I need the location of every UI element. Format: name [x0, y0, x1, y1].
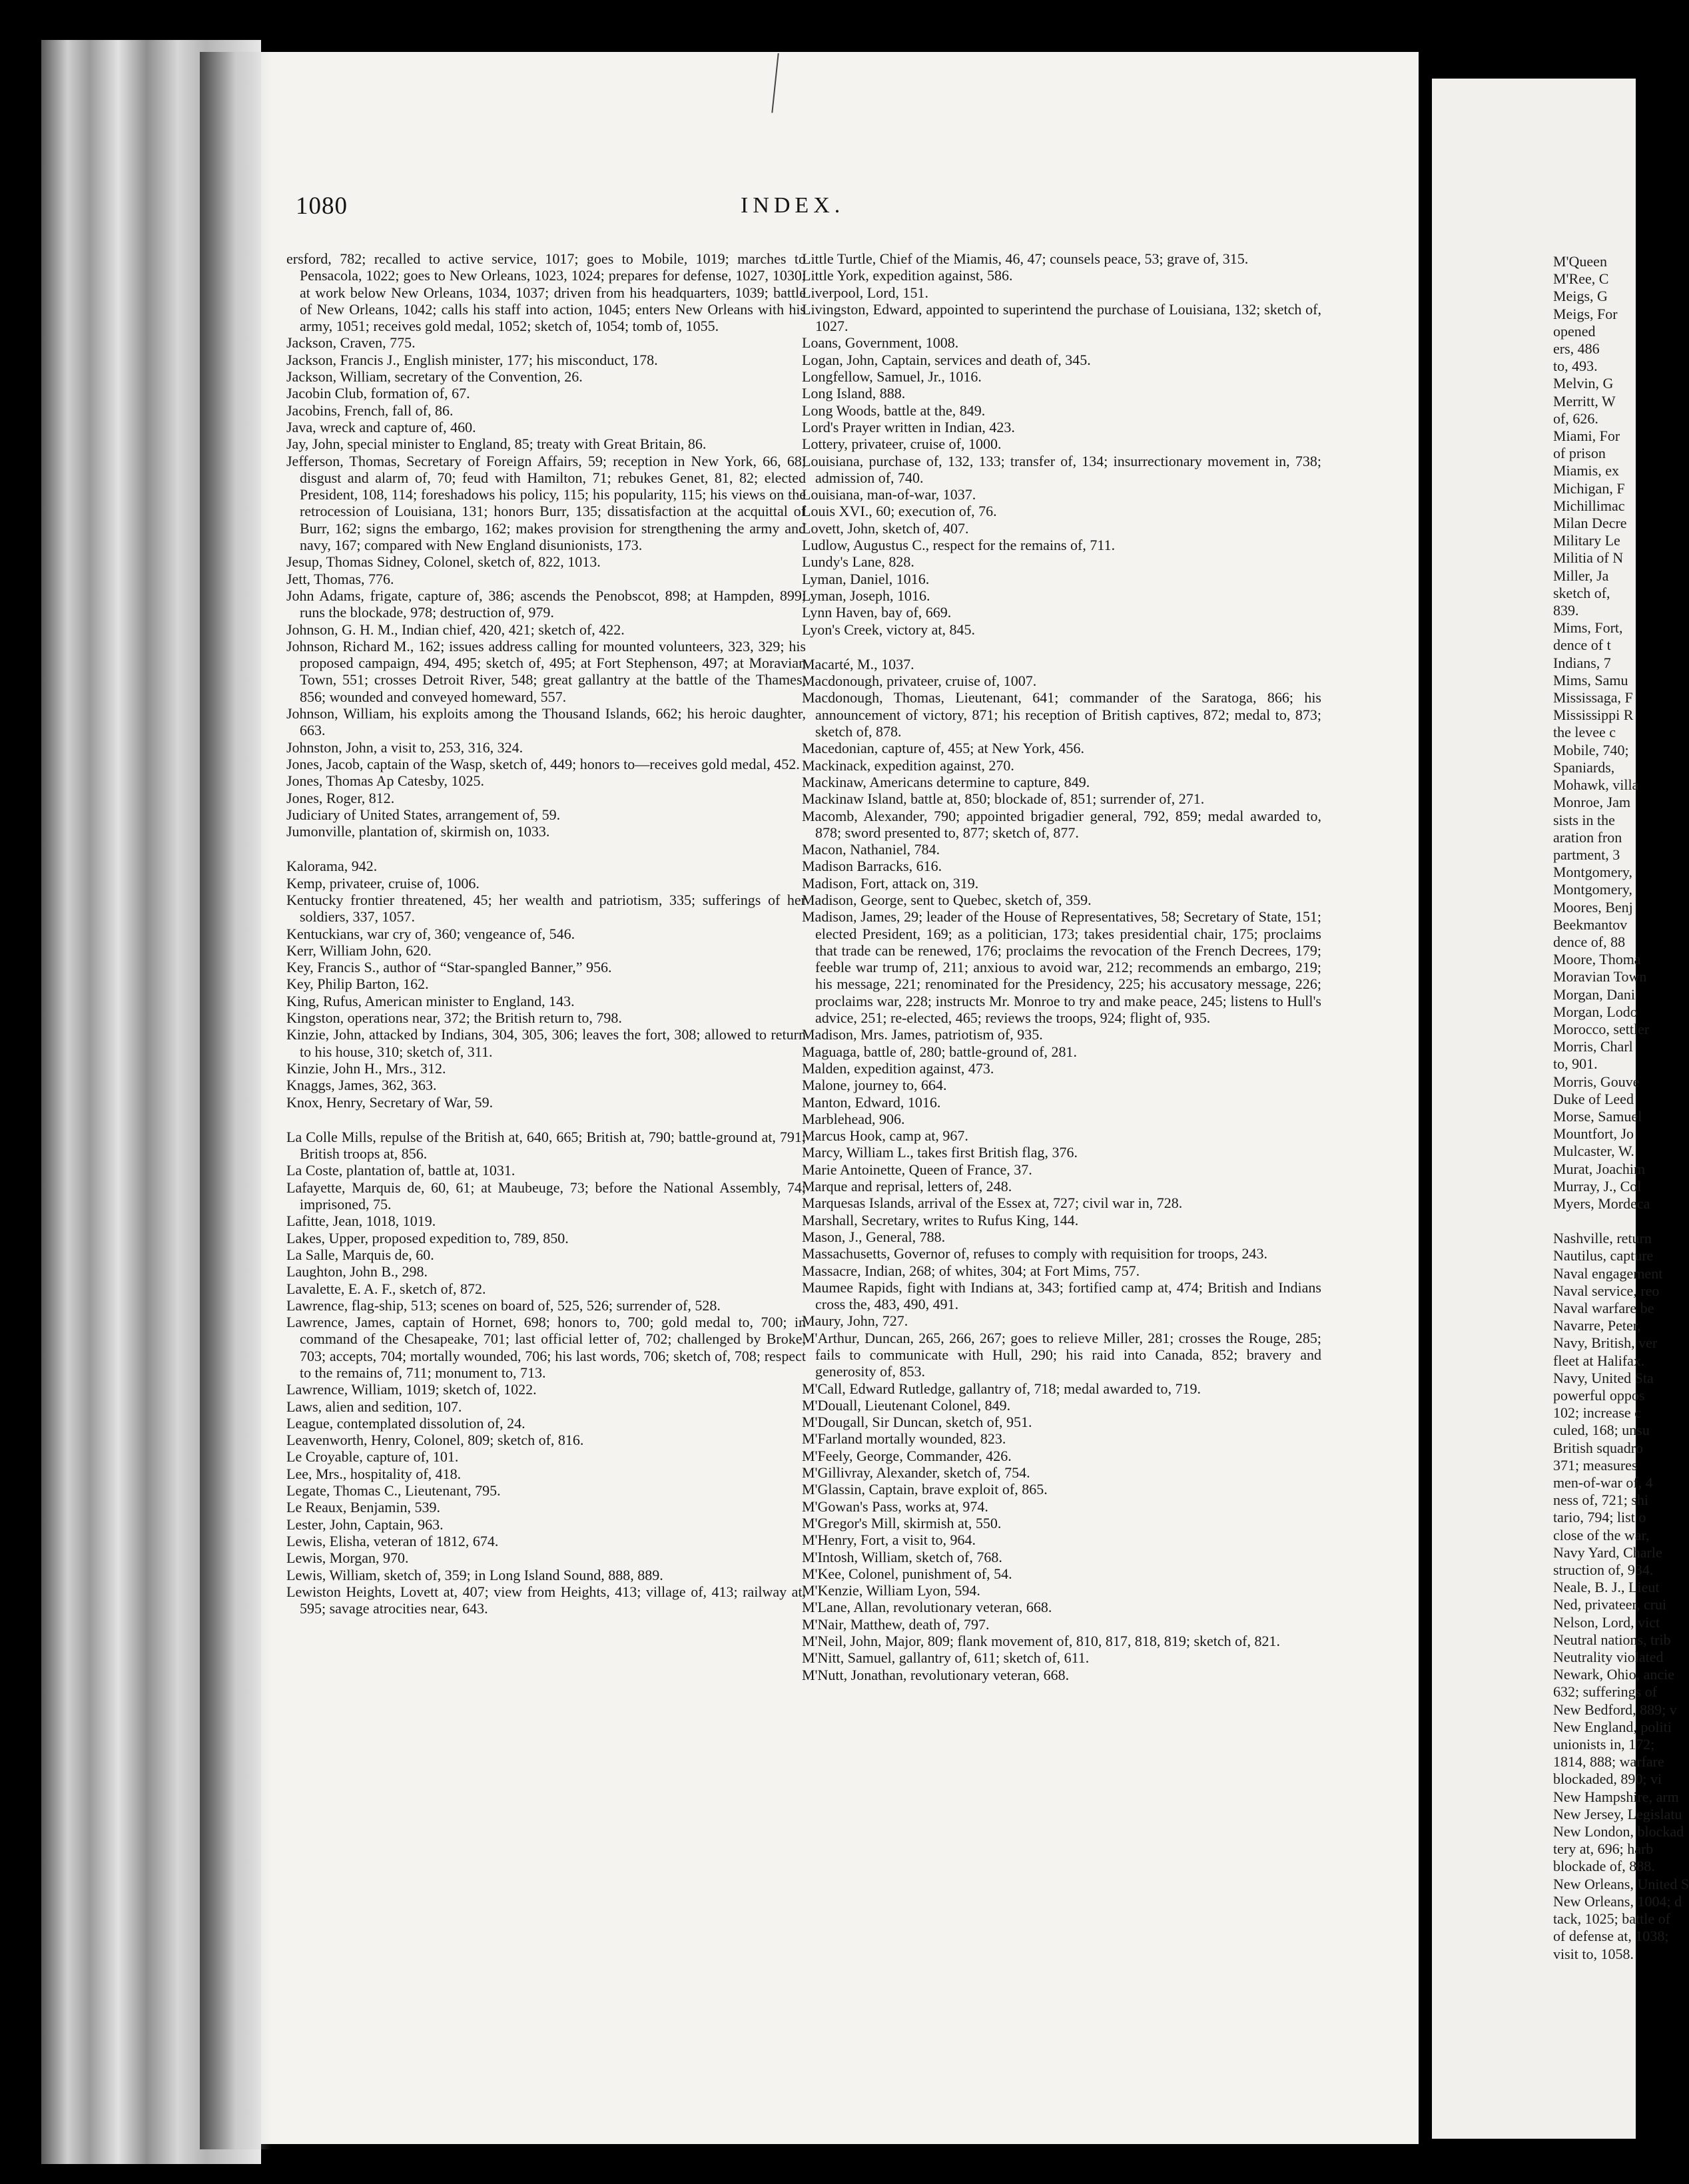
index-entry: Maguaga, battle of, 280; battle-ground of, 281.	[802, 1043, 1078, 1060]
index-entry: Lester, John, Captain, 963.	[286, 1515, 444, 1533]
index-entry: Mackinaw, Americans determine to capture, 849.	[802, 773, 1090, 790]
facing-page-line: Moore, Thoma	[1553, 951, 1641, 968]
index-entry: Lyman, Daniel, 1016.	[802, 570, 930, 587]
facing-page-line: 1814, 888; warfare	[1553, 1753, 1664, 1771]
index-entry: Jett, Thomas, 776.	[286, 570, 394, 587]
index-entry: Louisiana, man-of-war, 1037.	[802, 486, 976, 503]
index-entry: Lawrence, William, 1019; sketch of, 1022.	[286, 1381, 537, 1398]
facing-page-line: Mountfort, Jo	[1553, 1125, 1634, 1143]
index-entry: Lee, Mrs., hospitality of, 418.	[286, 1465, 462, 1482]
facing-page-line: Merritt, W	[1553, 392, 1616, 410]
facing-page-line: sists in the	[1553, 811, 1615, 828]
facing-page-line: New Bedford, 889; v	[1553, 1701, 1677, 1718]
facing-page-line: sketch of,	[1553, 584, 1610, 601]
facing-page-line: Indians, 7	[1553, 654, 1611, 671]
index-entry: M'Gowan's Pass, works at, 974.	[802, 1498, 988, 1515]
index-entry: John Adams, frigate, capture of, 386; ascends the Penobscot, 898; at Hampden, 899; runs the blockade, 978; destruction of, 979.	[286, 587, 806, 621]
index-entry: M'Dougall, Sir Duncan, sketch of, 951.	[802, 1414, 1032, 1431]
index-entry: Kemp, privateer, cruise of, 1006.	[286, 874, 480, 892]
facing-page-line: Montgomery,	[1553, 864, 1632, 881]
index-entry: M'Lane, Allan, revolutionary veteran, 668.	[802, 1599, 1052, 1616]
facing-page-line: Mobile, 740;	[1553, 741, 1629, 758]
index-entry: M'Kee, Colonel, punishment of, 54.	[802, 1565, 1012, 1582]
index-entry: Legate, Thomas C., Lieutenant, 795.	[286, 1482, 501, 1500]
index-entry: M'Nitt, Samuel, gallantry of, 611; sketch of, 611.	[802, 1649, 1090, 1667]
facing-page-line: unionists in, 172;	[1553, 1736, 1655, 1753]
facing-page-line: tack, 1025; battle of	[1553, 1910, 1670, 1928]
facing-page-line: close of the war,	[1553, 1526, 1650, 1543]
index-entry: M'Arthur, Duncan, 265, 266, 267; goes to relieve Miller, 281; crosses the Rouge, 285; fails to communicate with Hull, 290; his raid into Canada, 852; bravery and generosity of, 853.	[802, 1329, 1321, 1380]
index-entry: Knox, Henry, Secretary of War, 59.	[286, 1093, 494, 1111]
index-entry: Kentuckians, war cry of, 360; vengeance of, 546.	[286, 925, 575, 942]
index-entry: Johnson, Richard M., 162; issues address calling for mounted volunteers, 323, 329; his proposed campaign, 494, 495; sketch of, 495; at Fort Stephenson, 497; at Moravian Town, 551; crosses Detroit River, 548; great gallantry at the battle of the Thames, 856; wounded and conveyed homeward, 557.	[286, 637, 806, 705]
index-entry: Little York, expedition against, 586.	[802, 267, 1013, 284]
index-entry: Laws, alien and sedition, 107.	[286, 1398, 462, 1415]
index-entry: M'Call, Edward Rutledge, gallantry of, 718; medal awarded to, 719.	[802, 1380, 1201, 1397]
facing-page-line: tery at, 696; harb	[1553, 1840, 1654, 1858]
facing-page-line: New Jersey, Legislatu	[1553, 1805, 1682, 1822]
index-entry: M'Gillivray, Alexander, sketch of, 754.	[802, 1464, 1030, 1482]
facing-page-line: Navarre, Peter,	[1553, 1317, 1641, 1334]
index-entry: Jackson, William, secretary of the Convention, 26.	[286, 368, 583, 386]
index-entry: Jay, John, special minister to England, 85; treaty with Great Britain, 86.	[286, 435, 707, 453]
index-entry: M'Farland mortally wounded, 823.	[802, 1430, 1006, 1448]
index-entry: M'Feely, George, Commander, 426.	[802, 1447, 1012, 1464]
index-entry: Marcy, William L., takes first British flag, 376.	[802, 1144, 1078, 1161]
index-entry: Madison, Mrs. James, patriotism of, 935.	[802, 1026, 1043, 1043]
facing-page-line: Military Le	[1553, 532, 1620, 549]
facing-page-line: M'Ree, C	[1553, 270, 1609, 288]
index-entry: Little Turtle, Chief of the Miamis, 46, 47; counsels peace, 53; grave of, 315.	[802, 250, 1249, 267]
index-entry: Lundy's Lane, 828.	[802, 553, 914, 571]
index-entry: Key, Philip Barton, 162.	[286, 975, 429, 993]
index-column-left	[286, 250, 806, 1617]
index-entry: Macomb, Alexander, 790; appointed brigadier general, 792, 859; medal awarded to, 878; sword presented to, 877; sketch of, 877.	[802, 807, 1321, 841]
index-entry: Macdonough, Thomas, Lieutenant, 641; commander of the Saratoga, 866; his announcement of victory, 871; his reception of British captives, 872; medal to, 873; sketch of, 878.	[802, 689, 1321, 740]
facing-page-entries	[1553, 253, 1689, 1963]
index-entry: Ludlow, Augustus C., respect for the remains of, 711.	[802, 537, 1116, 554]
gutter-shadow	[200, 52, 272, 2149]
index-entry: Lawrence, James, captain of Hornet, 698; honors to, 700; gold medal to, 700; in command of the Chesapeake, 701; last official letter of, 702; challenged by Broke, 703; accepts, 704; mortally wounded, 706; his last words, 706; sketch of, 708; respect to the remains of, 711; monument to, 713.	[286, 1314, 806, 1381]
facing-page-line: Murat, Joachim	[1553, 1160, 1646, 1177]
index-entry: Johnston, John, a visit to, 253, 316, 324.	[286, 738, 523, 756]
facing-page-line: ness of, 721; shi	[1553, 1492, 1648, 1509]
index-entry: Malone, journey to, 664.	[802, 1077, 947, 1094]
facing-page-line: Mulcaster, W.	[1553, 1143, 1634, 1160]
facing-page-line: M'Queen	[1553, 253, 1607, 270]
facing-page-line: culed, 168; unsu	[1553, 1422, 1650, 1439]
index-entry: Lavalette, E. A. F., sketch of, 872.	[286, 1280, 486, 1297]
index-entry: Marshall, Secretary, writes to Rufus King, 144.	[802, 1211, 1079, 1228]
index-entry: Jumonville, plantation of, skirmish on, 1033.	[286, 823, 550, 840]
facing-page-line: of prison	[1553, 445, 1606, 462]
facing-page-line: 839.	[1553, 602, 1579, 619]
index-entry: Marque and reprisal, letters of, 248.	[802, 1178, 1012, 1195]
index-entry: Johnson, William, his exploits among the Thousand Islands, 662; his heroic daughter, 663.	[286, 705, 806, 739]
facing-page-line: New Hampshire, arm	[1553, 1788, 1679, 1805]
index-entry: Jackson, Craven, 775.	[286, 334, 416, 352]
facing-page-line: Morocco, settler	[1553, 1020, 1650, 1037]
index-entry: M'Douall, Lieutenant Colonel, 849.	[802, 1396, 1011, 1414]
index-entry: Lawrence, flag-ship, 513; scenes on board of, 525, 526; surrender of, 528.	[286, 1296, 721, 1314]
facing-page-line: Newark, Ohio, ancie	[1553, 1666, 1675, 1683]
index-entry: Key, Francis S., author of “Star-spangled Banner,” 956.	[286, 959, 612, 976]
facing-page-line: of, 626.	[1553, 410, 1598, 427]
facing-page-line: Melvin, G	[1553, 375, 1614, 392]
facing-page-line: Moravian Town	[1553, 968, 1647, 985]
facing-page-line: 371; measures	[1553, 1456, 1638, 1474]
facing-page-line: 102; increase c	[1553, 1404, 1641, 1422]
index-entry: Marquesas Islands, arrival of the Essex at, 727; civil war in, 728.	[802, 1195, 1183, 1212]
facing-page-line: blockaded, 890; vi	[1553, 1771, 1662, 1788]
facing-page-line: British squadro	[1553, 1439, 1644, 1456]
index-entry: Lyman, Joseph, 1016.	[802, 587, 930, 604]
index-entry: Marblehead, 906.	[802, 1110, 905, 1127]
index-entry: La Colle Mills, repulse of the British at, 640, 665; British at, 790; battle-ground at, 791; British troops at, 856.	[286, 1128, 806, 1163]
index-entry: Massacre, Indian, 268; of whites, 304; at Fort Mims, 757.	[802, 1262, 1140, 1279]
facing-page-line: New London, blockad	[1553, 1823, 1684, 1840]
facing-page-line: Ned, privateer, crui	[1553, 1596, 1667, 1613]
index-entry: Laughton, John B., 298.	[286, 1263, 428, 1280]
facing-page-line: to, 901.	[1553, 1055, 1598, 1073]
index-entry: Loans, Government, 1008.	[802, 334, 959, 352]
running-head: INDEX.	[741, 193, 845, 218]
index-entry: M'Henry, Fort, a visit to, 964.	[802, 1531, 976, 1549]
index-entry: Kerr, William John, 620.	[286, 942, 432, 959]
facing-page-line: Myers, Mordeca	[1553, 1195, 1650, 1212]
facing-page-line: Morgan, Dani	[1553, 985, 1636, 1003]
facing-page-line: Nashville, return	[1553, 1230, 1652, 1247]
index-entry: Mason, J., General, 788.	[802, 1228, 946, 1245]
facing-page-line: New England, politi	[1553, 1718, 1672, 1735]
index-entry: Long Woods, battle at the, 849.	[802, 402, 986, 419]
facing-page-line: Miamis, ex	[1553, 462, 1619, 479]
index-entry: Le Croyable, capture of, 101.	[286, 1448, 459, 1466]
index-entry: Jesup, Thomas Sidney, Colonel, sketch of, 822, 1013.	[286, 553, 601, 571]
facing-page-line: New Orleans, 1004; d	[1553, 1892, 1682, 1910]
facing-page-line: Mims, Samu	[1553, 671, 1628, 688]
facing-page-line: Nautilus, capture	[1553, 1247, 1654, 1264]
index-entry: Lyon's Creek, victory at, 845.	[802, 621, 975, 638]
facing-page-line: Navy, United Sta	[1553, 1369, 1654, 1386]
facing-page-line: of defense at, 1038;	[1553, 1928, 1669, 1945]
facing-page-line: dence of, 88	[1553, 933, 1626, 950]
facing-page-line: Neutrality violated	[1553, 1649, 1664, 1666]
index-entry: Lottery, privateer, cruise of, 1000.	[802, 435, 1002, 453]
index-entry: Jackson, Francis J., English minister, 177; his misconduct, 178.	[286, 351, 658, 368]
index-entry: Lynn Haven, bay of, 669.	[802, 604, 952, 621]
facing-page-line: blockade of, 888.	[1553, 1858, 1655, 1875]
index-entry: Jones, Jacob, captain of the Wasp, sketch of, 449; honors to—receives gold medal, 452.	[286, 755, 800, 772]
facing-page-line: Mississippi R	[1553, 706, 1634, 724]
facing-page-line: Nelson, Lord, vict	[1553, 1613, 1660, 1631]
index-entry: Jefferson, Thomas, Secretary of Foreign Affairs, 59; reception in New York, 66, 68; disgust and alarm of, 70; feud with Hamilton, 71; rebukes Genet, 81, 82; elected President, 108, 114; foreshadows his policy, 115; his popularity, 115; his views on the retrocession of Louisiana, 131; honors Burr, 135; dissatisfaction at the acquittal of Burr, 162; signs the embargo, 162; makes provision for strengthening the army and navy, 167; compared with New England disunionists, 173.	[286, 452, 806, 554]
index-entry: M'Gregor's Mill, skirmish at, 550.	[802, 1514, 1002, 1531]
facing-page-line: Montgomery,	[1553, 881, 1632, 898]
index-entry: Kentucky frontier threatened, 45; her wealth and patriotism, 335; sufferings of her soldiers, 337, 1057.	[286, 891, 806, 926]
facing-page-line: Neutral nations, trib	[1553, 1631, 1671, 1648]
facing-page-line: Monroe, Jam	[1553, 794, 1631, 811]
index-entry: Maumee Rapids, fight with Indians at, 343; fortified camp at, 474; British and Indians cross the, 483, 490, 491.	[802, 1278, 1321, 1313]
facing-page-line: Murray, J., Col	[1553, 1177, 1642, 1195]
index-entry: Jacobin Club, formation of, 67.	[286, 385, 470, 402]
index-entry: Macarté, M., 1037.	[802, 655, 914, 673]
index-entry: Macedonian, capture of, 455; at New York, 456.	[802, 740, 1085, 757]
facing-page-line: aration fron	[1553, 828, 1622, 846]
index-entry: La Coste, plantation of, battle at, 1031.	[286, 1162, 515, 1179]
facing-page-line: Milan Decre	[1553, 515, 1627, 532]
page-number: 1080	[296, 192, 348, 220]
index-entry: League, contemplated dissolution of, 24.	[286, 1414, 525, 1432]
index-entry: Lewis, Morgan, 970.	[286, 1549, 409, 1567]
index-entry: M'Nair, Matthew, death of, 797.	[802, 1615, 990, 1633]
facing-page-line: Beekmantov	[1553, 916, 1628, 933]
facing-page-line: Naval engagement	[1553, 1264, 1663, 1282]
index-entry: Marcus Hook, camp at, 967.	[802, 1127, 968, 1145]
index-entry: Logan, John, Captain, services and death of, 345.	[802, 351, 1091, 368]
index-entry: Malden, expedition against, 473.	[802, 1059, 994, 1077]
index-entry: Lovett, John, sketch of, 407.	[802, 519, 969, 537]
index-entry: Lafitte, Jean, 1018, 1019.	[286, 1213, 436, 1230]
facing-page-line: Moores, Benj	[1553, 898, 1633, 916]
index-entry: Macdonough, privateer, cruise of, 1007.	[802, 673, 1037, 690]
index-entry: Mackinaw Island, battle at, 850; blockade of, 851; surrender of, 271.	[802, 790, 1205, 808]
facing-page-line: powerful oppos	[1553, 1387, 1645, 1404]
facing-page-line: men-of-war of, 4	[1553, 1474, 1653, 1492]
index-entry: Madison, Fort, attack on, 319.	[802, 874, 979, 892]
facing-page-line: Meigs, For	[1553, 305, 1618, 322]
index-entry: Judiciary of United States, arrangement of, 59.	[286, 806, 561, 823]
facing-page-line: Spaniards,	[1553, 758, 1615, 776]
index-entry: Kinzie, John H., Mrs., 312.	[286, 1059, 446, 1077]
facing-page-line: partment, 3	[1553, 846, 1620, 863]
index-entry: M'Intosh, William, sketch of, 768.	[802, 1548, 1002, 1565]
facing-page-line: fleet at Halifax.	[1553, 1352, 1645, 1369]
index-entry: Liverpool, Lord, 151.	[802, 284, 929, 301]
index-entry: Lafayette, Marquis de, 60, 61; at Maubeuge, 73; before the National Assembly, 74; imprisoned, 75.	[286, 1179, 806, 1213]
facing-page-line: Mims, Fort,	[1553, 619, 1623, 637]
facing-page-line: Naval service, reo	[1553, 1282, 1660, 1299]
index-entry: Marie Antoinette, Queen of France, 37.	[802, 1161, 1032, 1178]
index-page	[261, 52, 1419, 2144]
facing-page-line: Miami, For	[1553, 427, 1620, 445]
facing-page-fragment	[1432, 79, 1689, 2139]
index-entry: M'Glassin, Captain, brave exploit of, 865.	[802, 1481, 1048, 1498]
index-entry: Louisiana, purchase of, 132, 133; transfer of, 134; insurrectionary movement in, 738; admission of, 740.	[802, 452, 1321, 486]
index-entry: Lewis, William, sketch of, 359; in Long Island Sound, 888, 889.	[286, 1566, 663, 1583]
index-entry: Mackinack, expedition against, 270.	[802, 756, 1014, 774]
index-entry: M'Nutt, Jonathan, revolutionary veteran, 668.	[802, 1666, 1070, 1683]
facing-page-line: Michigan, F	[1553, 479, 1625, 497]
index-entry: Jacobins, French, fall of, 86.	[286, 402, 454, 419]
index-entry: ersford, 782; recalled to active service, 1017; goes to Mobile, 1019; marches to Pensacola, 1022; goes to New Orleans, 1023, 1024; prepares for defense, 1027, 1030; at work below New Orleans, 1034, 1037; driven from his headquarters, 1039; battle of New Orleans, 1042; calls his staff into action, 1045; enters New Orleans with his army, 1051; receives gold medal, 1052; sketch of, 1054; tomb of, 1055.	[286, 250, 806, 335]
facing-page-line: New Orleans, United S	[1553, 1875, 1689, 1892]
index-entry: M'Kenzie, William Lyon, 594.	[802, 1582, 980, 1599]
facing-page-line: Mohawk, villa	[1553, 776, 1639, 794]
index-entry: Kalorama, 942.	[286, 858, 378, 875]
index-column-right	[802, 250, 1321, 1683]
facing-page-line: ers, 486	[1553, 340, 1600, 358]
index-entry: Madison Barracks, 616.	[802, 858, 942, 875]
facing-page-line: the levee c	[1553, 724, 1616, 741]
index-entry: Jones, Roger, 812.	[286, 789, 395, 806]
index-entry: Lewis, Elisha, veteran of 1812, 674.	[286, 1532, 499, 1549]
facing-page-line: visit to, 1058.	[1553, 1945, 1634, 1962]
index-entry: Macon, Nathaniel, 784.	[802, 841, 940, 858]
index-entry: Livingston, Edward, appointed to superintend the purchase of Louisiana, 132; sketch of, 1027.	[802, 300, 1321, 335]
facing-page-line: Morris, Gouve	[1553, 1073, 1640, 1090]
index-entry: Lewiston Heights, Lovett at, 407; view from Heights, 413; village of, 413; railway at, 595; savage atrocities near, 643.	[286, 1583, 806, 1617]
facing-page-line: Morse, Samuel	[1553, 1107, 1642, 1125]
facing-page-line: dence of t	[1553, 637, 1611, 654]
facing-page-line: Miller, Ja	[1553, 567, 1609, 584]
index-entry: Massachusetts, Governor of, refuses to comply with requisition for troops, 243.	[802, 1245, 1267, 1262]
facing-page-line: Mississaga, F	[1553, 689, 1633, 706]
index-entry: Knaggs, James, 362, 363.	[286, 1077, 437, 1094]
facing-page-line: Michillimac	[1553, 497, 1625, 514]
facing-page-line: tario, 794; list o	[1553, 1509, 1646, 1526]
facing-page-line: Navy, British, ver	[1553, 1334, 1658, 1352]
index-entry: Long Island, 888.	[802, 385, 906, 402]
index-entry: Madison, George, sent to Quebec, sketch of, 359.	[802, 891, 1092, 908]
index-entry: Lord's Prayer written in Indian, 423.	[802, 418, 1015, 435]
index-entry: Le Reaux, Benjamin, 539.	[286, 1499, 440, 1516]
facing-page-line: Militia of N	[1553, 549, 1624, 567]
facing-page-line: 632; sufferings of	[1553, 1683, 1658, 1701]
index-entry: Maury, John, 727.	[802, 1312, 908, 1330]
facing-page-line: Morris, Charl	[1553, 1038, 1633, 1055]
index-entry: Leavenworth, Henry, Colonel, 809; sketch of, 816.	[286, 1432, 584, 1449]
facing-page-line: to, 493.	[1553, 358, 1598, 375]
index-entry: Longfellow, Samuel, Jr., 1016.	[802, 368, 982, 386]
index-entry: Madison, James, 29; leader of the House of Representatives, 58; Secretary of State, 151; elected President, 169; as a politician, 173; takes presidential chair, 175; proclaims that trade can be renewed, 176; proclaims the revocation of the French Decrees, 179; feeble war trump of, 211; anxious to avoid war, 212; recommends an embargo, 219; his message, 221; renominated for the Presidency, 225; his accusatory message, 226; proclaims war, 228; instructs Mr. Monroe to try and make peace, 245; listens to Hull's advice, 251; re-elected, 465; reviews the troops, 924; flight of, 935.	[802, 908, 1321, 1027]
index-entry: M'Neil, John, Major, 809; flank movement of, 810, 817, 818, 819; sketch of, 821.	[802, 1633, 1280, 1650]
index-entry: La Salle, Marquis de, 60.	[286, 1246, 434, 1263]
facing-page-line: Duke of Leed	[1553, 1090, 1634, 1107]
facing-page-line: Navy Yard, Charle	[1553, 1543, 1662, 1561]
index-entry: Manton, Edward, 1016.	[802, 1093, 941, 1111]
index-entry: Kingston, operations near, 372; the British return to, 798.	[286, 1009, 622, 1027]
index-entry: Java, wreck and capture of, 460.	[286, 418, 476, 435]
facing-page-line: Neale, B. J., Lieut	[1553, 1579, 1660, 1596]
index-entry: Louis XVI., 60; execution of, 76.	[802, 503, 997, 520]
facing-page-line: Naval warfare be	[1553, 1299, 1654, 1316]
facing-page-line: Meigs, G	[1553, 288, 1608, 305]
facing-page-line: Morgan, Lodo	[1553, 1003, 1638, 1020]
index-entry: King, Rufus, American minister to England, 143.	[286, 992, 575, 1009]
index-entry: Kinzie, John, attacked by Indians, 304, 305, 306; leaves the fort, 308; allowed to return to his house, 310; sketch of, 311.	[286, 1026, 806, 1060]
facing-page-line: struction of, 934.	[1553, 1561, 1654, 1579]
index-entry: Jones, Thomas Ap Catesby, 1025.	[286, 772, 484, 790]
index-entry: Johnson, G. H. M., Indian chief, 420, 421; sketch of, 422.	[286, 621, 625, 638]
index-entry: Lakes, Upper, proposed expedition to, 789, 850.	[286, 1229, 569, 1246]
facing-page-line: opened	[1553, 322, 1596, 340]
